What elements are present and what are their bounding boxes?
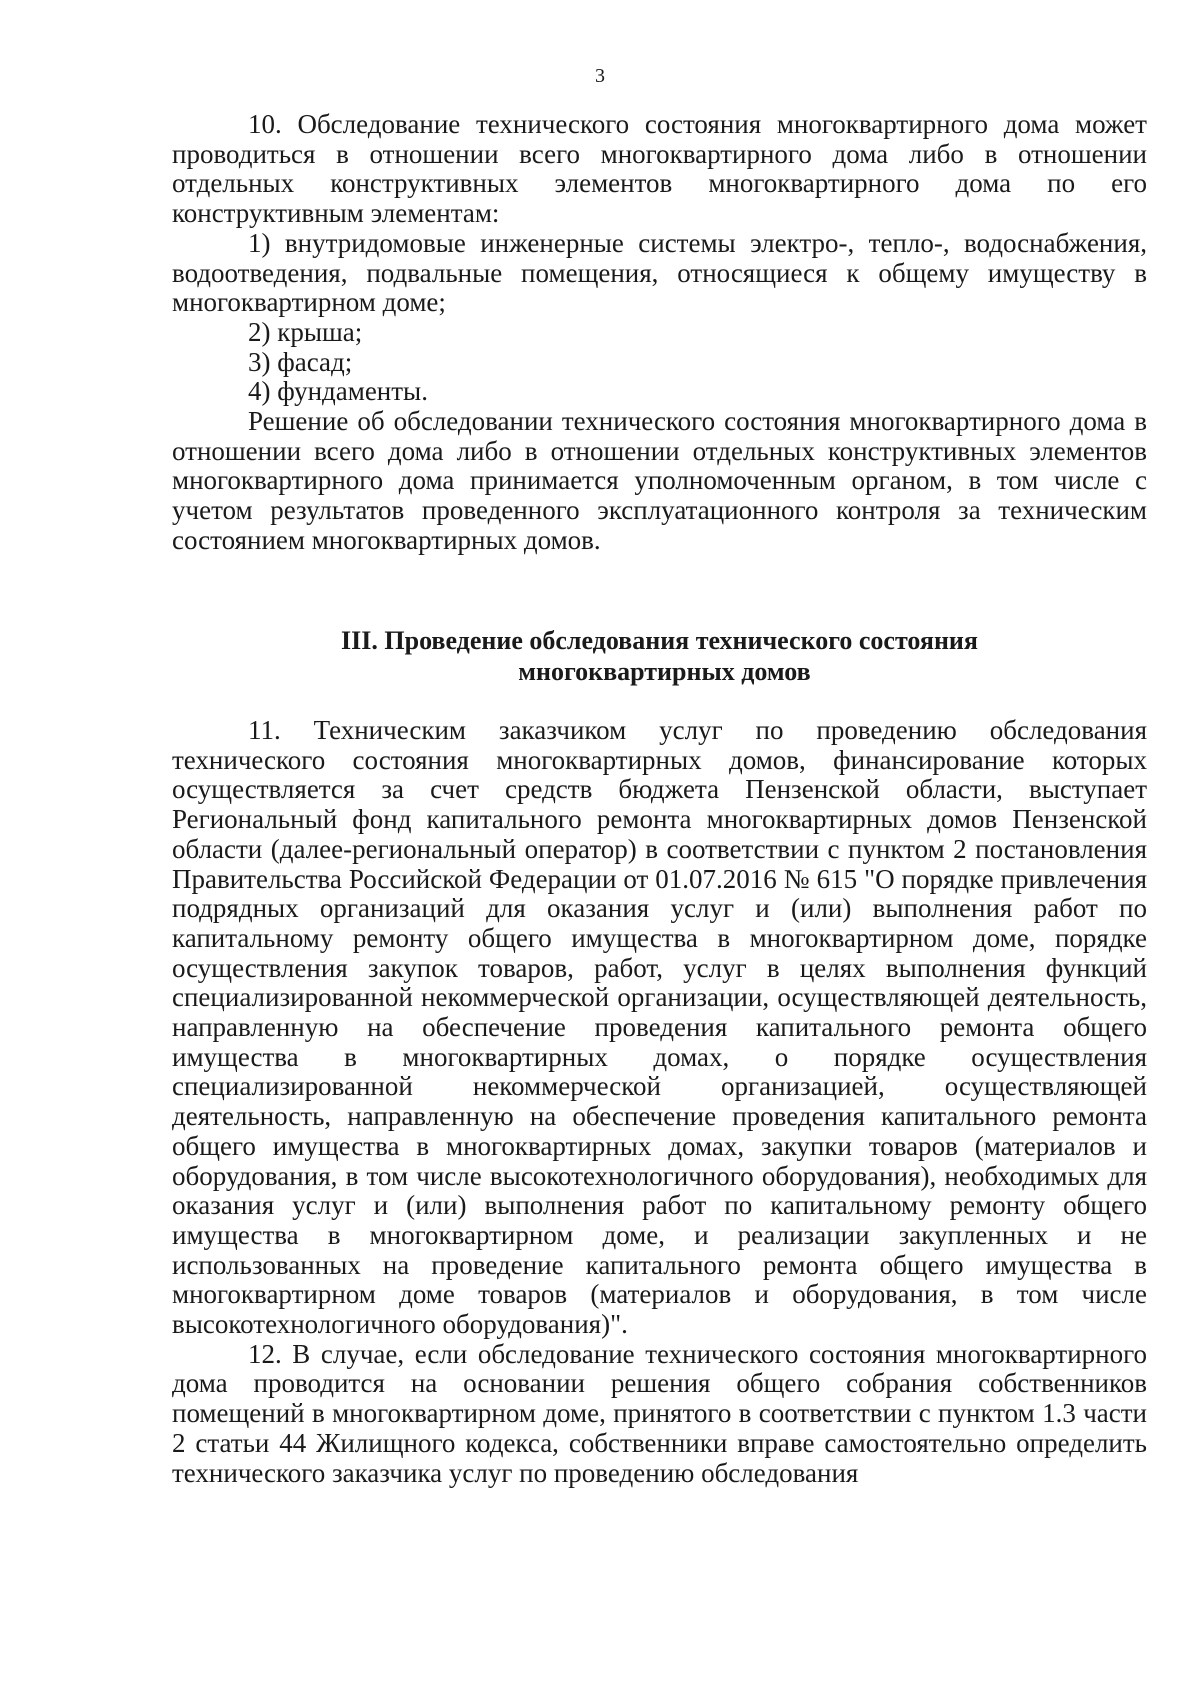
list-item-4: 4) фундаменты. (248, 376, 428, 407)
paragraph-10: 10. Обследование технического состояния многоквартирного дома может проводиться в отношении всего многоквартирного дома либо в отношении отдельных конструктивных элементов многоквартирного дома по его конструктивным элементам: (172, 109, 1147, 229)
section-iii-heading (172, 625, 1147, 687)
section-ii-tail (172, 110, 1147, 556)
paragraph-11: 11. Техническим заказчиком услуг по проведению обследования технического состояния многоквартирных домов, финансирование которых осуществляется за счет средств бюджета Пензенской области, выступает Региональный фонд капитального ремонта многоквартирных домов Пензенской области (далее-региональный оператор) в соответствии с пунктом 2 постановления Правительства Российской Федерации от 01.07.2016 № 615 "О порядке привлечения подрядных организаций для оказания услуг и (или) выполнения работ по капитальному ремонту общего имущества в многоквартирном доме, порядке осуществления закупок товаров, работ, услуг в целях выполнения функций специализированной некоммерческой организации, осуществляющей деятельность, направленную на обеспечение проведения капитального ремонта общего имущества в многоквартирных домах, о порядке осуществления специализированной некоммерческой организацией, осуществляющей деятельность, направленную на обеспечение проведения капитального ремонта общего имущества в многоквартирных домах, закупки товаров (материалов и оборудования, в том числе высокотехнологичного оборудования), необходимых для оказания услуг и (или) выполнения работ по капитальному ремонту общего имущества в многоквартирном доме, и реализации закупленных и не использованных на проведение капитального ремонта общего имущества в многоквартирном доме товаров (материалов и оборудования, в том числе высокотехнологичного оборудования)". (172, 715, 1147, 1340)
paragraph-12: 12. В случае, если обследование технического состояния многоквартирного дома проводится на основании решения общего собрания собственников помещений в многоквартирном доме, принятого в соответствии с пунктом 1.3 части 2 статьи 44 Жилищного кодекса, собственники вправе самостоятельно определить технического заказчика услуг по проведению обследования (172, 1338, 1147, 1488)
section-heading-line-1: III. Проведение обследования технического состояния (341, 626, 978, 655)
list-item-2: 2) крыша; (248, 316, 363, 347)
section-heading-line-2: многоквартирных домов (518, 657, 811, 686)
list-item-1: 1) внутридомовые инженерные системы электро-, тепло-, водоснабжения, водоотведения, подвальные помещения, относящиеся к общему имуществу в многоквартирном доме; (172, 227, 1147, 318)
decision-paragraph: Решение об обследовании технического состояния многоквартирного дома в отношении всего дома либо в отношении отдельных конструктивных элементов многоквартирного дома принимается уполномоченным органом, в том числе с учетом результатов проведенного эксплуатационного контроля за техническим состоянием многоквартирных домов. (172, 406, 1147, 555)
page-number: 3 (595, 65, 605, 87)
list-item-3: 3) фасад; (248, 346, 353, 377)
section-iii-body (172, 716, 1147, 1488)
